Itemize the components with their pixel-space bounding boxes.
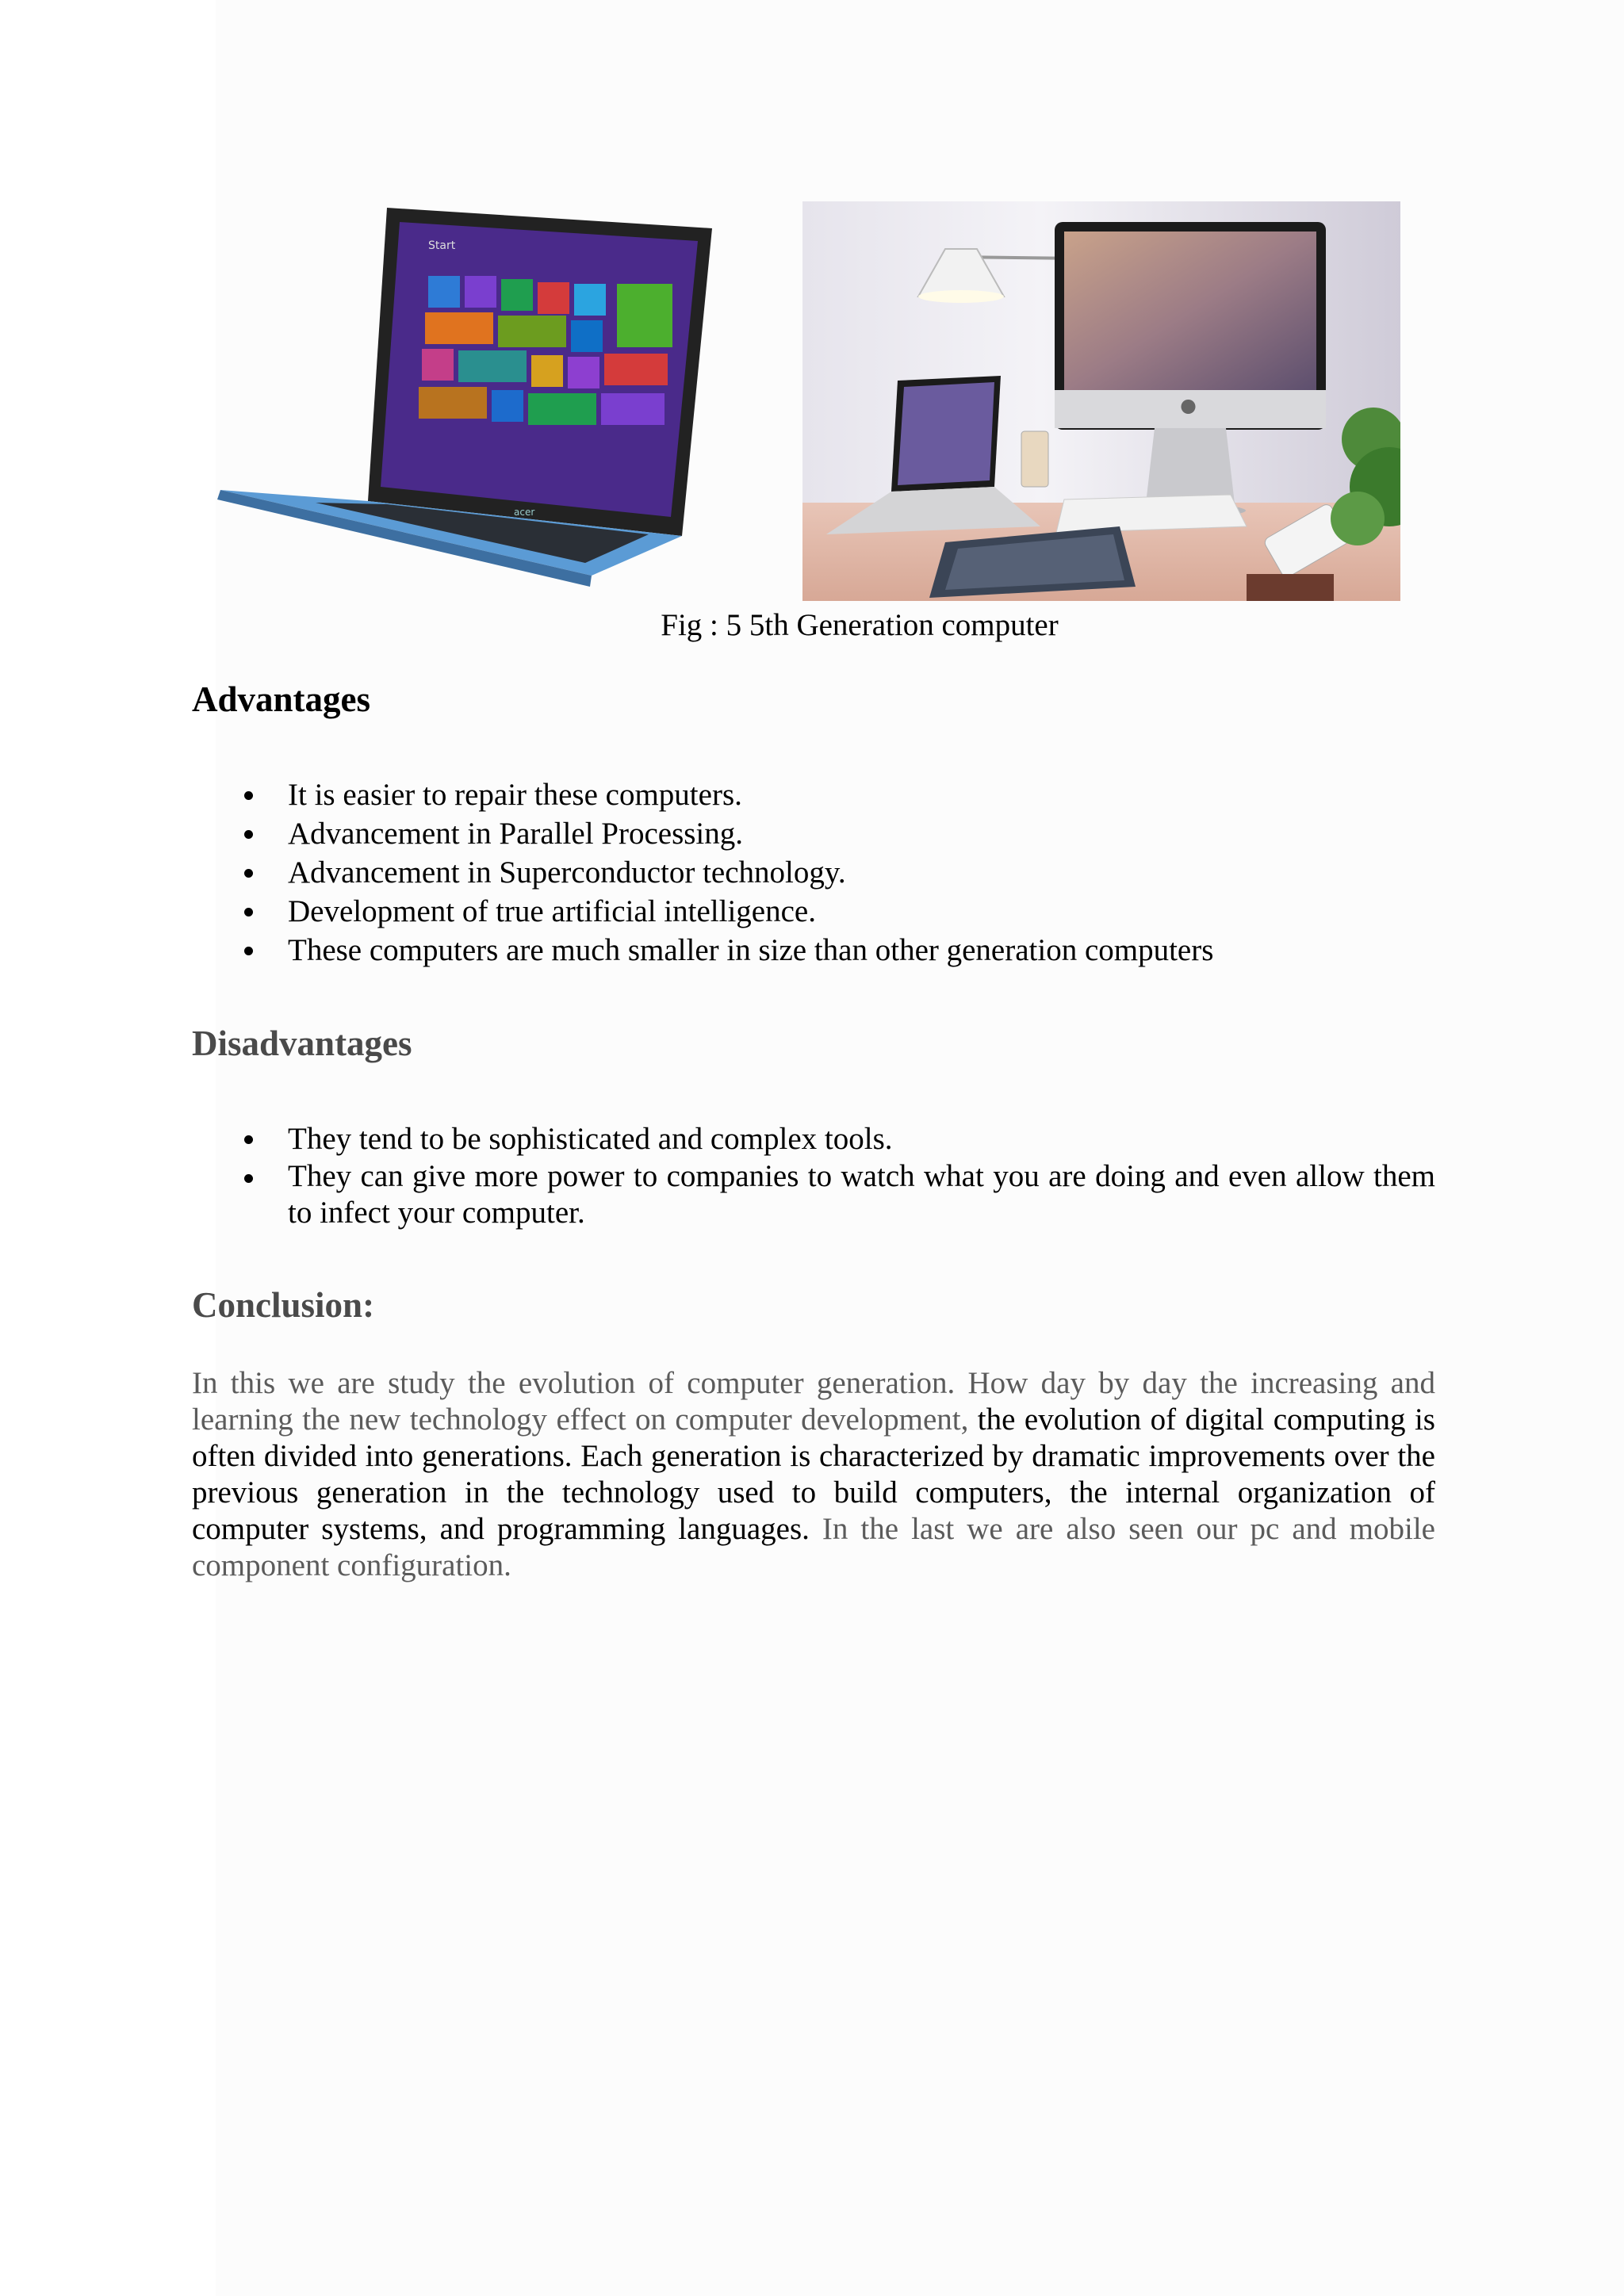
conclusion-closing: In the last we are also seen our pc and mobile component configuration. (192, 1512, 1435, 1582)
list-item: Development of true artificial intelligence. (288, 892, 1438, 931)
list-item: These computers are much smaller in size than other generation computers (288, 931, 1438, 970)
conclusion-intro: In this we are study the evolution of computer generation. How day by day the increasing and learning the new technology effect on computer development, (192, 1366, 1435, 1437)
advantages-list (288, 775, 1438, 970)
conclusion-paragraph (192, 1365, 1435, 1584)
list-item: It is easier to repair these computers. (288, 775, 1438, 814)
advantages-heading: Advantages (192, 679, 371, 719)
conclusion-heading: Conclusion: (192, 1285, 375, 1325)
disadvantages-heading: Disadvantages (192, 1024, 412, 1063)
disadvantages-list (288, 1119, 1435, 1231)
conclusion-body: the evolution of digital computing is often divided into generations. Each generation is characterized by dramatic improvements over the previous generation in the technology used to build computers, the internal organization of computer systems, and programming languages. (192, 1402, 1435, 1546)
list-item: Advancement in Superconductor technology. (288, 853, 1438, 892)
figure-caption: Fig : 5 5th Generation computer (661, 608, 1059, 642)
screen-start-label: Start (428, 239, 456, 252)
laptop-image (205, 197, 725, 593)
desk-computers-image (802, 201, 1400, 601)
list-item: They tend to be sophisticated and complex tools. (288, 1119, 1435, 1158)
list-item: Advancement in Parallel Processing. (288, 814, 1438, 853)
laptop-brand: acer (514, 507, 535, 518)
list-item: They can give more power to companies to watch what you are doing and even allow them to infect your computer. (288, 1159, 1435, 1230)
